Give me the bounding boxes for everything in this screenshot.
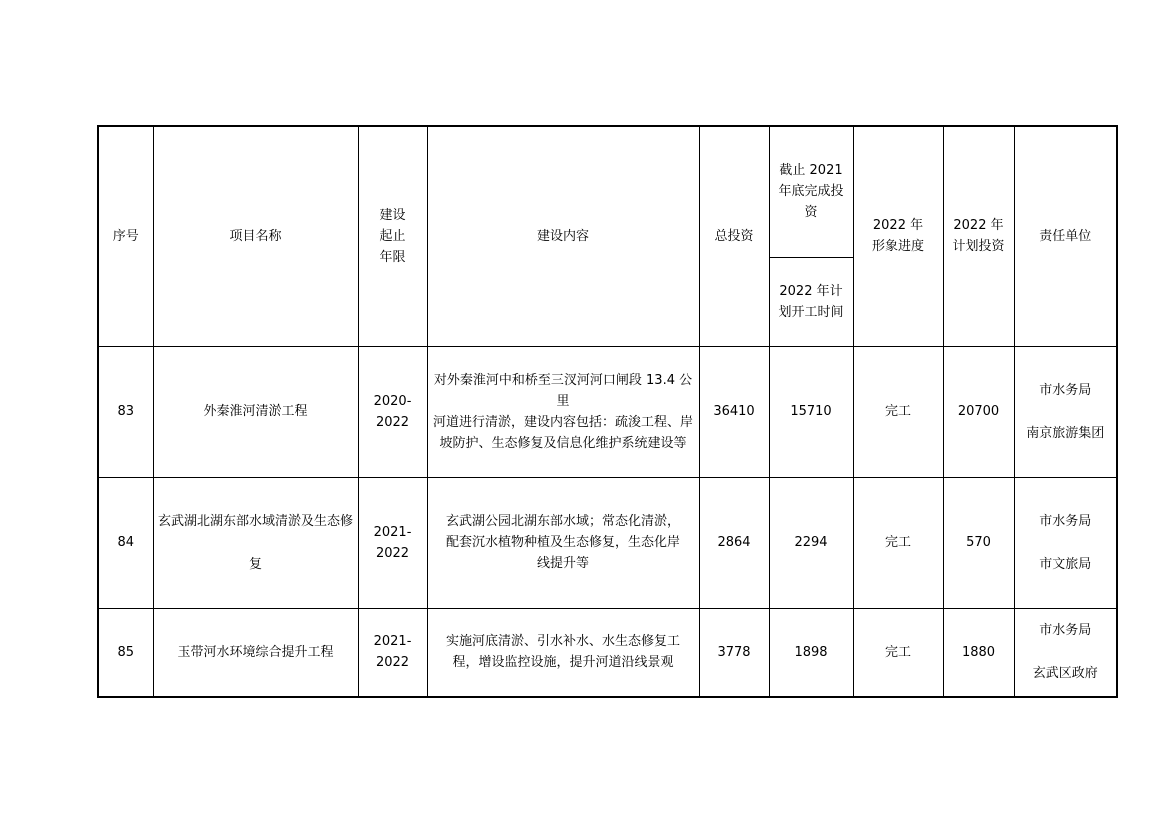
row-progress: 完工 xyxy=(853,477,943,608)
row-content-line: 河道进行清淤，建设内容包括：疏浚工程、岸 xyxy=(432,414,693,430)
header-period-line: 起止 xyxy=(379,228,406,244)
header-progress xyxy=(853,126,943,346)
row-unit-line: 市文旅局 xyxy=(1039,556,1092,572)
header-progress-line: 形象进度 xyxy=(871,239,924,255)
header-period-line: 年限 xyxy=(379,249,406,265)
header-plan-invest xyxy=(943,126,1014,346)
row-period: 2020-2022 xyxy=(358,346,427,477)
row-unit xyxy=(1014,477,1117,608)
row-seq: 85 xyxy=(98,608,153,697)
header-plan-invest-line: 2022 年 xyxy=(953,218,1004,234)
row-completed: 15710 xyxy=(769,346,853,477)
row-unit-line: 市水务局 xyxy=(1039,513,1092,529)
row-content xyxy=(427,477,699,608)
header-period xyxy=(358,126,427,346)
row-total: 2864 xyxy=(699,477,769,608)
row-content xyxy=(427,346,699,477)
row-unit xyxy=(1014,346,1117,477)
row-name: 外秦淮河清淤工程 xyxy=(153,346,358,477)
row-content xyxy=(427,608,699,697)
row-content-line: 实施河底清淤、引水补水、水生态修复工 xyxy=(445,634,680,650)
header-content: 建设内容 xyxy=(427,126,699,346)
row-unit-line: 南京旅游集团 xyxy=(1026,425,1105,441)
row-plan-invest: 570 xyxy=(943,477,1014,608)
row-content-line: 玄武湖公园北湖东部水域；常态化清淤， xyxy=(445,514,680,529)
row-content-line: 坡防护、生态修复及信息化维护系统建设等 xyxy=(439,435,687,451)
row-content-line: 程，增设监控设施，提升河道沿线景观 xyxy=(452,655,674,671)
table-row xyxy=(98,608,1117,697)
header-completed-line: 资 xyxy=(804,205,818,221)
header-unit: 责任单位 xyxy=(1014,126,1117,346)
header-plan-start-line: 2022 年计 xyxy=(779,283,843,299)
header-name: 项目名称 xyxy=(153,126,358,346)
header-plan-start-line: 划开工时间 xyxy=(778,304,844,320)
row-completed: 2294 xyxy=(769,477,853,608)
row-name: 玉带河水环境综合提升工程 xyxy=(153,608,358,697)
row-content-line: 对外秦淮河中和桥至三汊河河口闸段 13.4 公里 xyxy=(433,372,693,409)
row-period: 2021-2022 xyxy=(358,608,427,697)
row-content-line: 线提升等 xyxy=(536,556,589,571)
header-row xyxy=(98,126,1117,257)
row-unit-line: 市水务局 xyxy=(1039,623,1092,639)
row-seq: 83 xyxy=(98,346,153,477)
row-total: 36410 xyxy=(699,346,769,477)
row-unit-line: 市水务局 xyxy=(1039,382,1092,398)
header-progress-line: 2022 年 xyxy=(872,218,924,234)
project-table xyxy=(97,125,1118,698)
row-plan-invest: 20700 xyxy=(943,346,1014,477)
row-completed: 1898 xyxy=(769,608,853,697)
header-completed-line: 截止 2021 xyxy=(779,163,843,179)
row-unit-line: 玄武区政府 xyxy=(1032,666,1098,682)
row-progress: 完工 xyxy=(853,608,943,697)
header-completed xyxy=(769,126,853,257)
row-seq: 84 xyxy=(98,477,153,608)
header-completed-line: 年底完成投 xyxy=(778,184,844,200)
header-total: 总投资 xyxy=(699,126,769,346)
header-plan-start xyxy=(769,257,853,346)
header-period-line: 建设 xyxy=(379,207,406,223)
row-plan-invest: 1880 xyxy=(943,608,1014,697)
row-content-line: 配套沉水植物种植及生态修复，生态化岸 xyxy=(445,535,680,550)
row-progress: 完工 xyxy=(853,346,943,477)
table-row xyxy=(98,477,1117,608)
table-row xyxy=(98,346,1117,477)
row-unit xyxy=(1014,608,1117,697)
row-total: 3778 xyxy=(699,608,769,697)
row-name: 玄武湖北湖东部水域清淤及生态修复 xyxy=(153,477,358,608)
header-plan-invest-line: 计划投资 xyxy=(952,239,1005,255)
row-period: 2021-2022 xyxy=(358,477,427,608)
header-seq: 序号 xyxy=(98,126,153,346)
